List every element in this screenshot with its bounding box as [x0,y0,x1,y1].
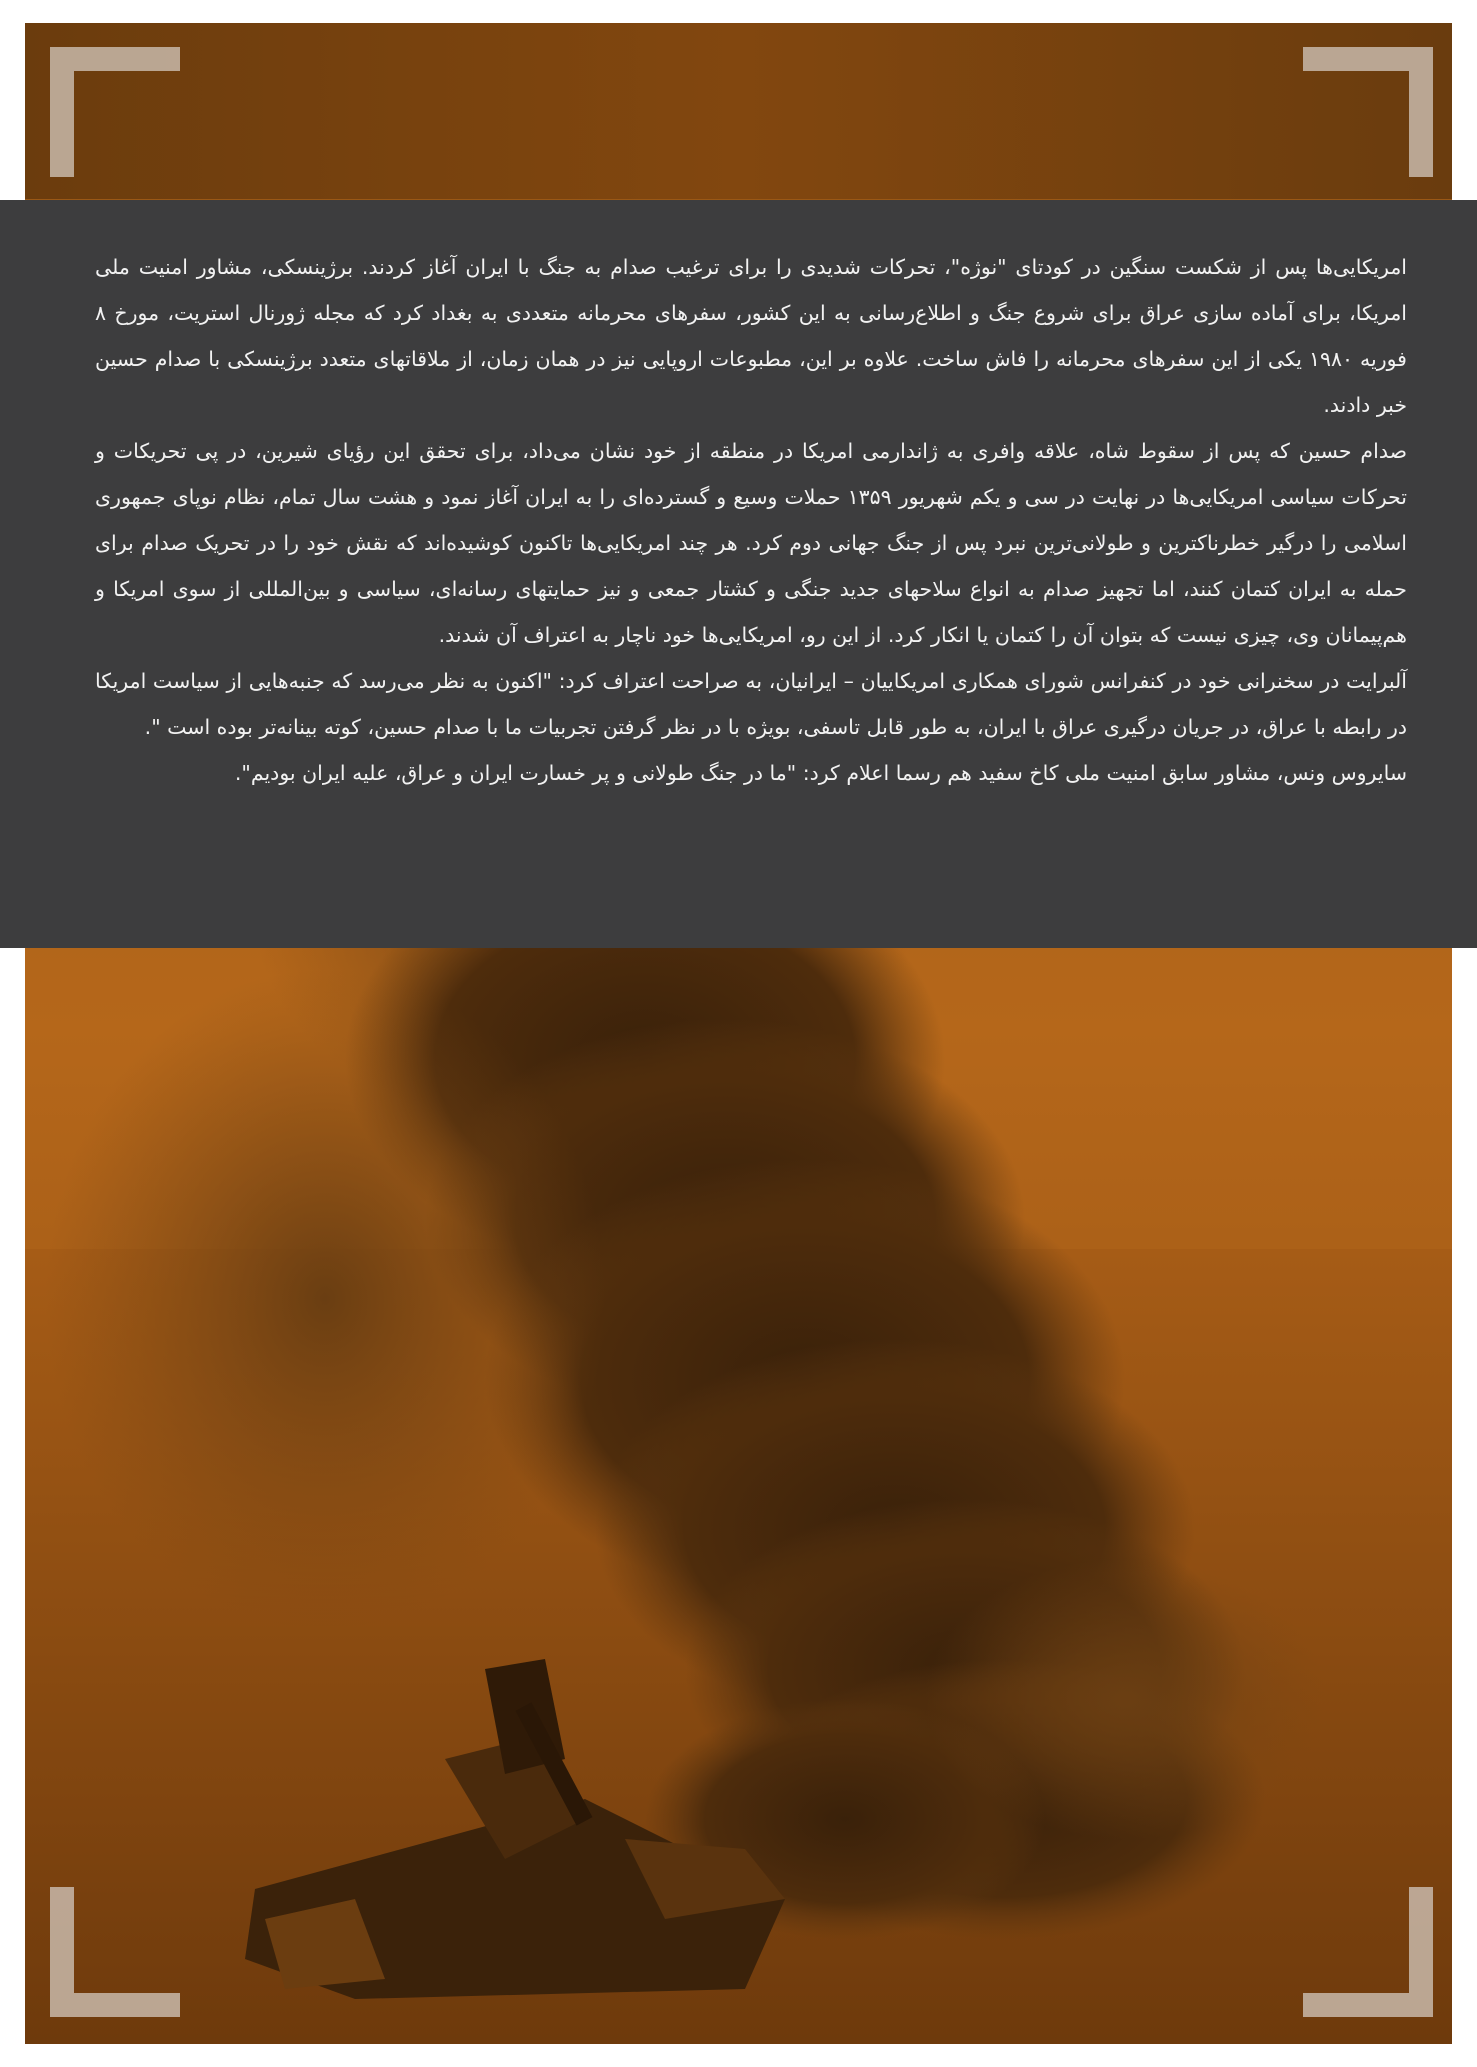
article-body [95,244,1407,796]
corner-top-left-icon [50,47,180,177]
article-paragraph-3: آلبرایت در سخنرانی خود در کنفرانس شورای همکاری امریکاییان – ایرانیان، به صراحت اعتراف کرد: "اکنون به نظر می‌رسد که جنبه‌هایی از سیاست امریکا در رابطه با عراق، در جریان درگیری عراق با ایران، به طور قابل تاسفی، بویژه با در نظر گرفتن تجربیات ما با صدام حسین، کوته بینانه‌تر بوده است ". [95,669,1407,739]
article-paragraph-4: سایروس ونس، مشاور سابق امنیت ملی کاخ سفید هم رسما اعلام کرد: "ما در جنگ طولانی و پر خسارت ایران و عراق، علیه ایران بودیم". [234,761,1407,785]
top-color-band [25,23,1452,199]
article-text-panel [0,200,1477,948]
corner-top-right-icon [1303,47,1433,177]
corner-bottom-left-icon [50,1887,180,2017]
article-paragraph-1: امریکایی‌ها پس از شکست سنگین در کودتای "نوژه"، تحرکات شدیدی را برای ترغیب صدام به جنگ با ایران آغاز کردند. برژینسکی، مشاور امنیت ملی امریکا، برای آماده سازی عراق برای شروع جنگ و اطلاع‌رسانی به این کشور، سفرهای محرمانه متعددی به بغداد کرد که مجله ژورنال استریت، مورخ ۸ فوریه ۱۹۸۰ یکی از این سفرهای محرمانه را فاش ساخت. علاوه بر این، مطبوعات اروپایی نیز در همان زمان، از ملاقاتهای متعدد برژینسکی با صدام حسین خبر دادند. [95,255,1407,417]
corner-bottom-right-icon [1303,1887,1433,2017]
article-paragraph-2: صدام حسین که پس از سقوط شاه، علاقه وافری به ژاندارمی امریکا در منطقه از خود نشان می‌داد، برای تحقق این رؤیای شیرین، در پی تحریکات و تحرکات سیاسی امریکایی‌ها در نهایت در سی و یکم شهریور ۱۳۵۹ حملات وسیع و گسترده‌ای را به ایران آغاز نمود و هشت سال تمام، نظام نوپای جمهوری اسلامی را درگیر خطرناکترین و طولانی‌ترین نبرد پس از جنگ جهانی دوم کرد. هر چند امریکایی‌ها تاکنون کوشیده‌اند که نقش خود را در تحریک صدام برای حمله به ایران کتمان کنند، اما تجهیز صدام به انواع سلاحهای جدید جنگی و کشتار جمعی و نیز حمایتهای رسانه‌ای، سیاسی و بین‌المللی از سوی امریکا و هم‌پیمانان وی، چیزی نیست که بتوان آن را کتمان یا انکار کرد. از این رو، امریکایی‌ها خود ناچار به اعتراف آن شدند. [95,439,1407,647]
